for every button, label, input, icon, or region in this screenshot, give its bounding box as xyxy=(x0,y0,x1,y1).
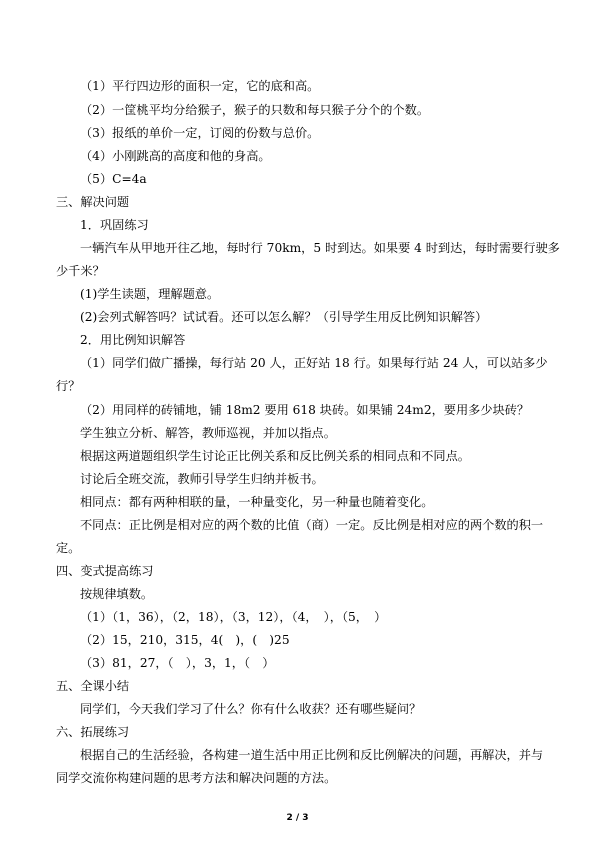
text-line: （1）（1，36），（2，18），（3，12），（4， ），（5， ） xyxy=(80,610,387,624)
text-line: （2）一筐桃平均分给猴子，猴子的只数和每只猴子分个的个数。 xyxy=(80,103,430,117)
text-line: 不同点：正比例是相对应的两个数的比值（商）一定。反比例是相对应的两个数的积一 xyxy=(80,518,544,532)
section-heading: 五、全课小结 xyxy=(56,679,130,693)
text-line: （4）小刚跳高的高度和他的身高。 xyxy=(80,149,271,163)
text-line: 一辆汽车从甲地开往乙地，每时行 70km，5 时到达。如果要 4 时到达，每时需要行驶多 xyxy=(80,241,560,255)
text-line: (2)会列式解答吗？试试看。还可以怎么解？（引导学生用反比例知识解答） xyxy=(80,310,488,324)
text-line: 相同点：都有两种相联的量，一种量变化，另一种量也随着变化。 xyxy=(80,495,434,509)
text-line: 同学交流你构建问题的思考方法和解决问题的方法。 xyxy=(56,771,337,785)
text-line: （3）81，27，（ ），3，1，（ ） xyxy=(80,656,275,670)
text-line: 行？ xyxy=(56,379,81,393)
text-line: （2）用同样的砖铺地，铺 18m2 要用 618 块砖。如果铺 24m2，要用多少块砖？ xyxy=(80,403,530,417)
text-line: （3）报纸的单价一定，订阅的份数与总价。 xyxy=(80,126,320,140)
text-line: 根据自己的生活经验，各构建一道生活中用正比例和反比例解决的问题，再解决，并与 xyxy=(80,748,544,762)
text-line: 定。 xyxy=(56,541,81,555)
text-line: 讨论后全班交流，教师引导学生归纳并板书。 xyxy=(80,472,324,486)
text-line: （1）同学们做广播操，每行站 20 人，正好站 18 行。如果每行站 24 人，可以站多少 xyxy=(80,356,548,370)
text-line: 学生独立分析、解答，教师巡视，并加以指点。 xyxy=(80,426,336,440)
page-number: 2 / 3 xyxy=(286,813,309,823)
section-heading: 四、变式提高练习 xyxy=(56,564,154,578)
text-line: 按规律填数。 xyxy=(80,587,154,601)
text-line: 同学们，今天我们学习了什么？你有什么收获？还有哪些疑问？ xyxy=(80,702,422,716)
subsection-heading: 2．用比例知识解答 xyxy=(80,333,186,347)
text-line: （1）平行四边形的面积一定，它的底和高。 xyxy=(80,79,320,93)
section-heading: 三、解决问题 xyxy=(56,195,130,209)
text-line: （5）C=4a xyxy=(80,172,147,186)
subsection-heading: 1．巩固练习 xyxy=(80,218,149,232)
text-line: （2）15，210，315，4( )，( )25 xyxy=(80,633,290,647)
text-line: (1)学生读题，理解题意。 xyxy=(80,287,220,301)
section-heading: 六、拓展练习 xyxy=(56,725,130,739)
text-line: 少千米？ xyxy=(56,264,105,278)
text-line: 根据这两道题组织学生讨论正比例关系和反比例关系的相同点和不同点。 xyxy=(80,449,470,463)
